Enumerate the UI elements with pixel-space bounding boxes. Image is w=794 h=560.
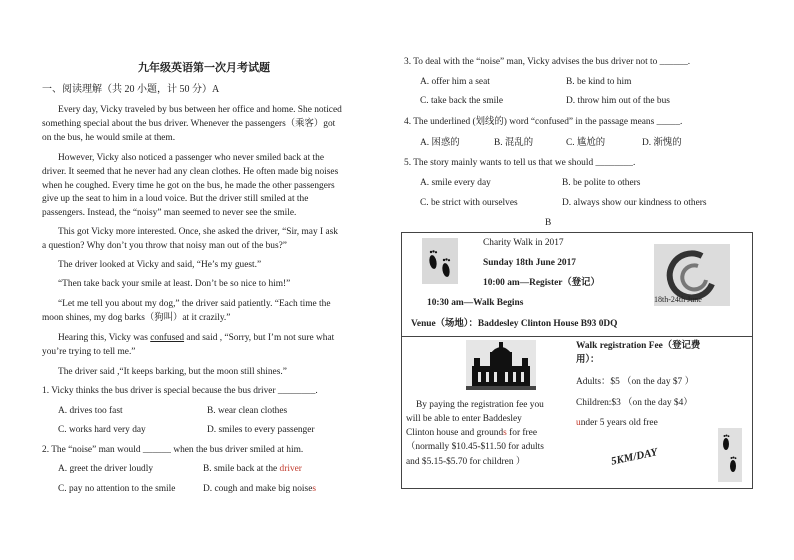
notice-walk-begins: 10:30 am—Walk Begins: [427, 298, 524, 308]
passage-line: The driver looked at Vicky and said, “He’s my guest.”: [58, 260, 262, 270]
passage-line: give up the seat to him in a loud voice. But the driver still smiled at the: [42, 194, 309, 204]
footprints-icon: [422, 238, 458, 284]
option-1b[interactable]: B. wear clean clothes: [207, 406, 288, 416]
question-1: 1. Vicky thinks the bus driver is special because the bus driver ________.: [42, 386, 318, 396]
notice-body-text: for free: [506, 428, 537, 438]
option-text-red: driver: [279, 464, 302, 474]
question-4: 4. The underlined (划线的) word “confused” in the passage means _____.: [404, 117, 683, 127]
notice-date: Sunday 18th June 2017: [483, 258, 576, 268]
option-4b[interactable]: B. 混乱的: [494, 138, 534, 148]
notice-body-text-red: s: [503, 428, 507, 438]
building-icon: [466, 340, 536, 390]
option-1d[interactable]: D. smiles to every passenger: [207, 425, 315, 435]
notice-body-line: （normally $10.45-$11.50 for adults: [406, 442, 544, 452]
passage-line: However, Vicky also noticed a passenger who never smiled back at the: [58, 153, 324, 163]
option-2b[interactable]: [203, 463, 302, 475]
option-3d[interactable]: D. throw him out of the bus: [566, 96, 670, 106]
option-text-red: s: [312, 484, 317, 494]
section-heading: 一、阅读理解（共 20 小题，计 50 分）A: [42, 84, 220, 95]
option-4a[interactable]: A. 困惑的: [420, 138, 460, 148]
question-3: 3. To deal with the “noise” man, Vicky advises the bus driver not to ______.: [404, 57, 691, 67]
option-3c[interactable]: C. take back the smile: [420, 96, 504, 106]
passage-line: “Then take back your smile at least. Don’t be so nice to him!”: [58, 279, 291, 289]
option-3a[interactable]: A. offer him a seat: [420, 77, 490, 87]
section-b-label: B: [545, 218, 552, 228]
passage-line: The driver said ,“It keeps barking, but the moon still shines.”: [58, 367, 287, 377]
passage-line: passengers. Instead, the “noisy” man seemed to never see the smile.: [42, 208, 297, 218]
notice-title: Charity Walk in 2017: [483, 238, 564, 248]
fee-under5: [576, 417, 658, 429]
option-5d[interactable]: D. always show our kindness to others: [562, 198, 707, 208]
option-1c[interactable]: C. works hard very day: [58, 425, 146, 435]
passage-line: a question? Why don’t you throw that noisy man out of the bus?”: [42, 241, 287, 251]
option-2d[interactable]: [203, 483, 316, 495]
fee-title: Walk registration Fee（登记费: [576, 341, 701, 351]
option-5c[interactable]: C. be strict with ourselves: [420, 198, 518, 208]
underlined-word-confused: confused: [150, 333, 185, 343]
option-2a[interactable]: A. greet the driver loudly: [58, 464, 154, 474]
passage-line: Every day, Vicky traveled by bus between her office and home. She noticed: [58, 105, 342, 115]
passage-line: [58, 332, 334, 344]
option-1a[interactable]: A. drives too fast: [58, 406, 123, 416]
fee-children: Children:$3 （on the day $4）: [576, 398, 693, 408]
passage-line: on the bus, he would smile at them.: [42, 133, 176, 143]
passage-line: something special about the bus driver. Whenever the passengers（乘客）got: [42, 119, 336, 129]
fee-under5-rest: nder 5 years old free: [580, 418, 658, 428]
distance-stamp: 5KM/DAY: [610, 446, 659, 468]
page-title: 九年级英语第一次月考试题: [138, 62, 270, 74]
fee-under5-first-letter: u: [576, 418, 581, 428]
fee-title-cont: 用）：: [576, 355, 600, 365]
passage-text: and said , “Sorry, but I’m not sure what: [184, 333, 335, 343]
passage-line: you’re trying to tell me.”: [42, 347, 136, 357]
option-text: D. cough and make big noise: [203, 484, 313, 494]
passage-line: driver. It seemed that he never had any clean clothes. He often made big noises: [42, 167, 339, 177]
passage-text: Hearing this, Vicky was: [58, 333, 151, 343]
notice-body-line: will be able to enter Baddesley: [406, 414, 522, 424]
passage-line: “Let me tell you about my dog,” the driver said patiently. “Each time the: [58, 299, 331, 309]
footprints-icon: [718, 428, 742, 482]
passage-line: This got Vicky more interested. Once, she asked the driver, “Sir, may I ask: [58, 227, 338, 237]
notice-divider: [401, 336, 752, 337]
option-4d[interactable]: D. 渐愧的: [642, 138, 682, 148]
option-text: B. smile back at the: [203, 464, 280, 474]
option-3b[interactable]: B. be kind to him: [566, 77, 632, 87]
notice-register: 10:00 am—Register（登记）: [483, 278, 600, 288]
passage-line: when he coughed. Every time he got on the bus, he made the other passengers: [42, 181, 335, 191]
notice-body-line: [406, 427, 537, 439]
option-5a[interactable]: A. smile every day: [420, 178, 491, 188]
option-4c[interactable]: C. 尴尬的: [566, 138, 606, 148]
notice-venue: Venue（场地）：Baddesley Clinton House B93 0DQ: [411, 319, 618, 329]
option-5b[interactable]: B. be polite to others: [562, 178, 641, 188]
question-5: 5. The story mainly wants to tell us that we should ________.: [404, 158, 636, 168]
notice-body-line: and $5.15-$5.70 for children ）: [406, 457, 526, 467]
question-2: 2. The “noise” man would ______ when the bus driver smiled at him.: [42, 445, 304, 455]
fee-adults: Adults：$5 （on the day $7 ）: [576, 377, 694, 387]
notice-body-line: By paying the registration fee you: [416, 400, 544, 410]
option-2c[interactable]: C. pay no attention to the smile: [58, 484, 176, 494]
passage-line: moon shines, my dog barks（狗叫）at it crazily.”: [42, 313, 231, 323]
notice-body-text: Clinton house and ground: [406, 428, 504, 438]
logo-caption: 18th-24th June: [654, 295, 702, 304]
